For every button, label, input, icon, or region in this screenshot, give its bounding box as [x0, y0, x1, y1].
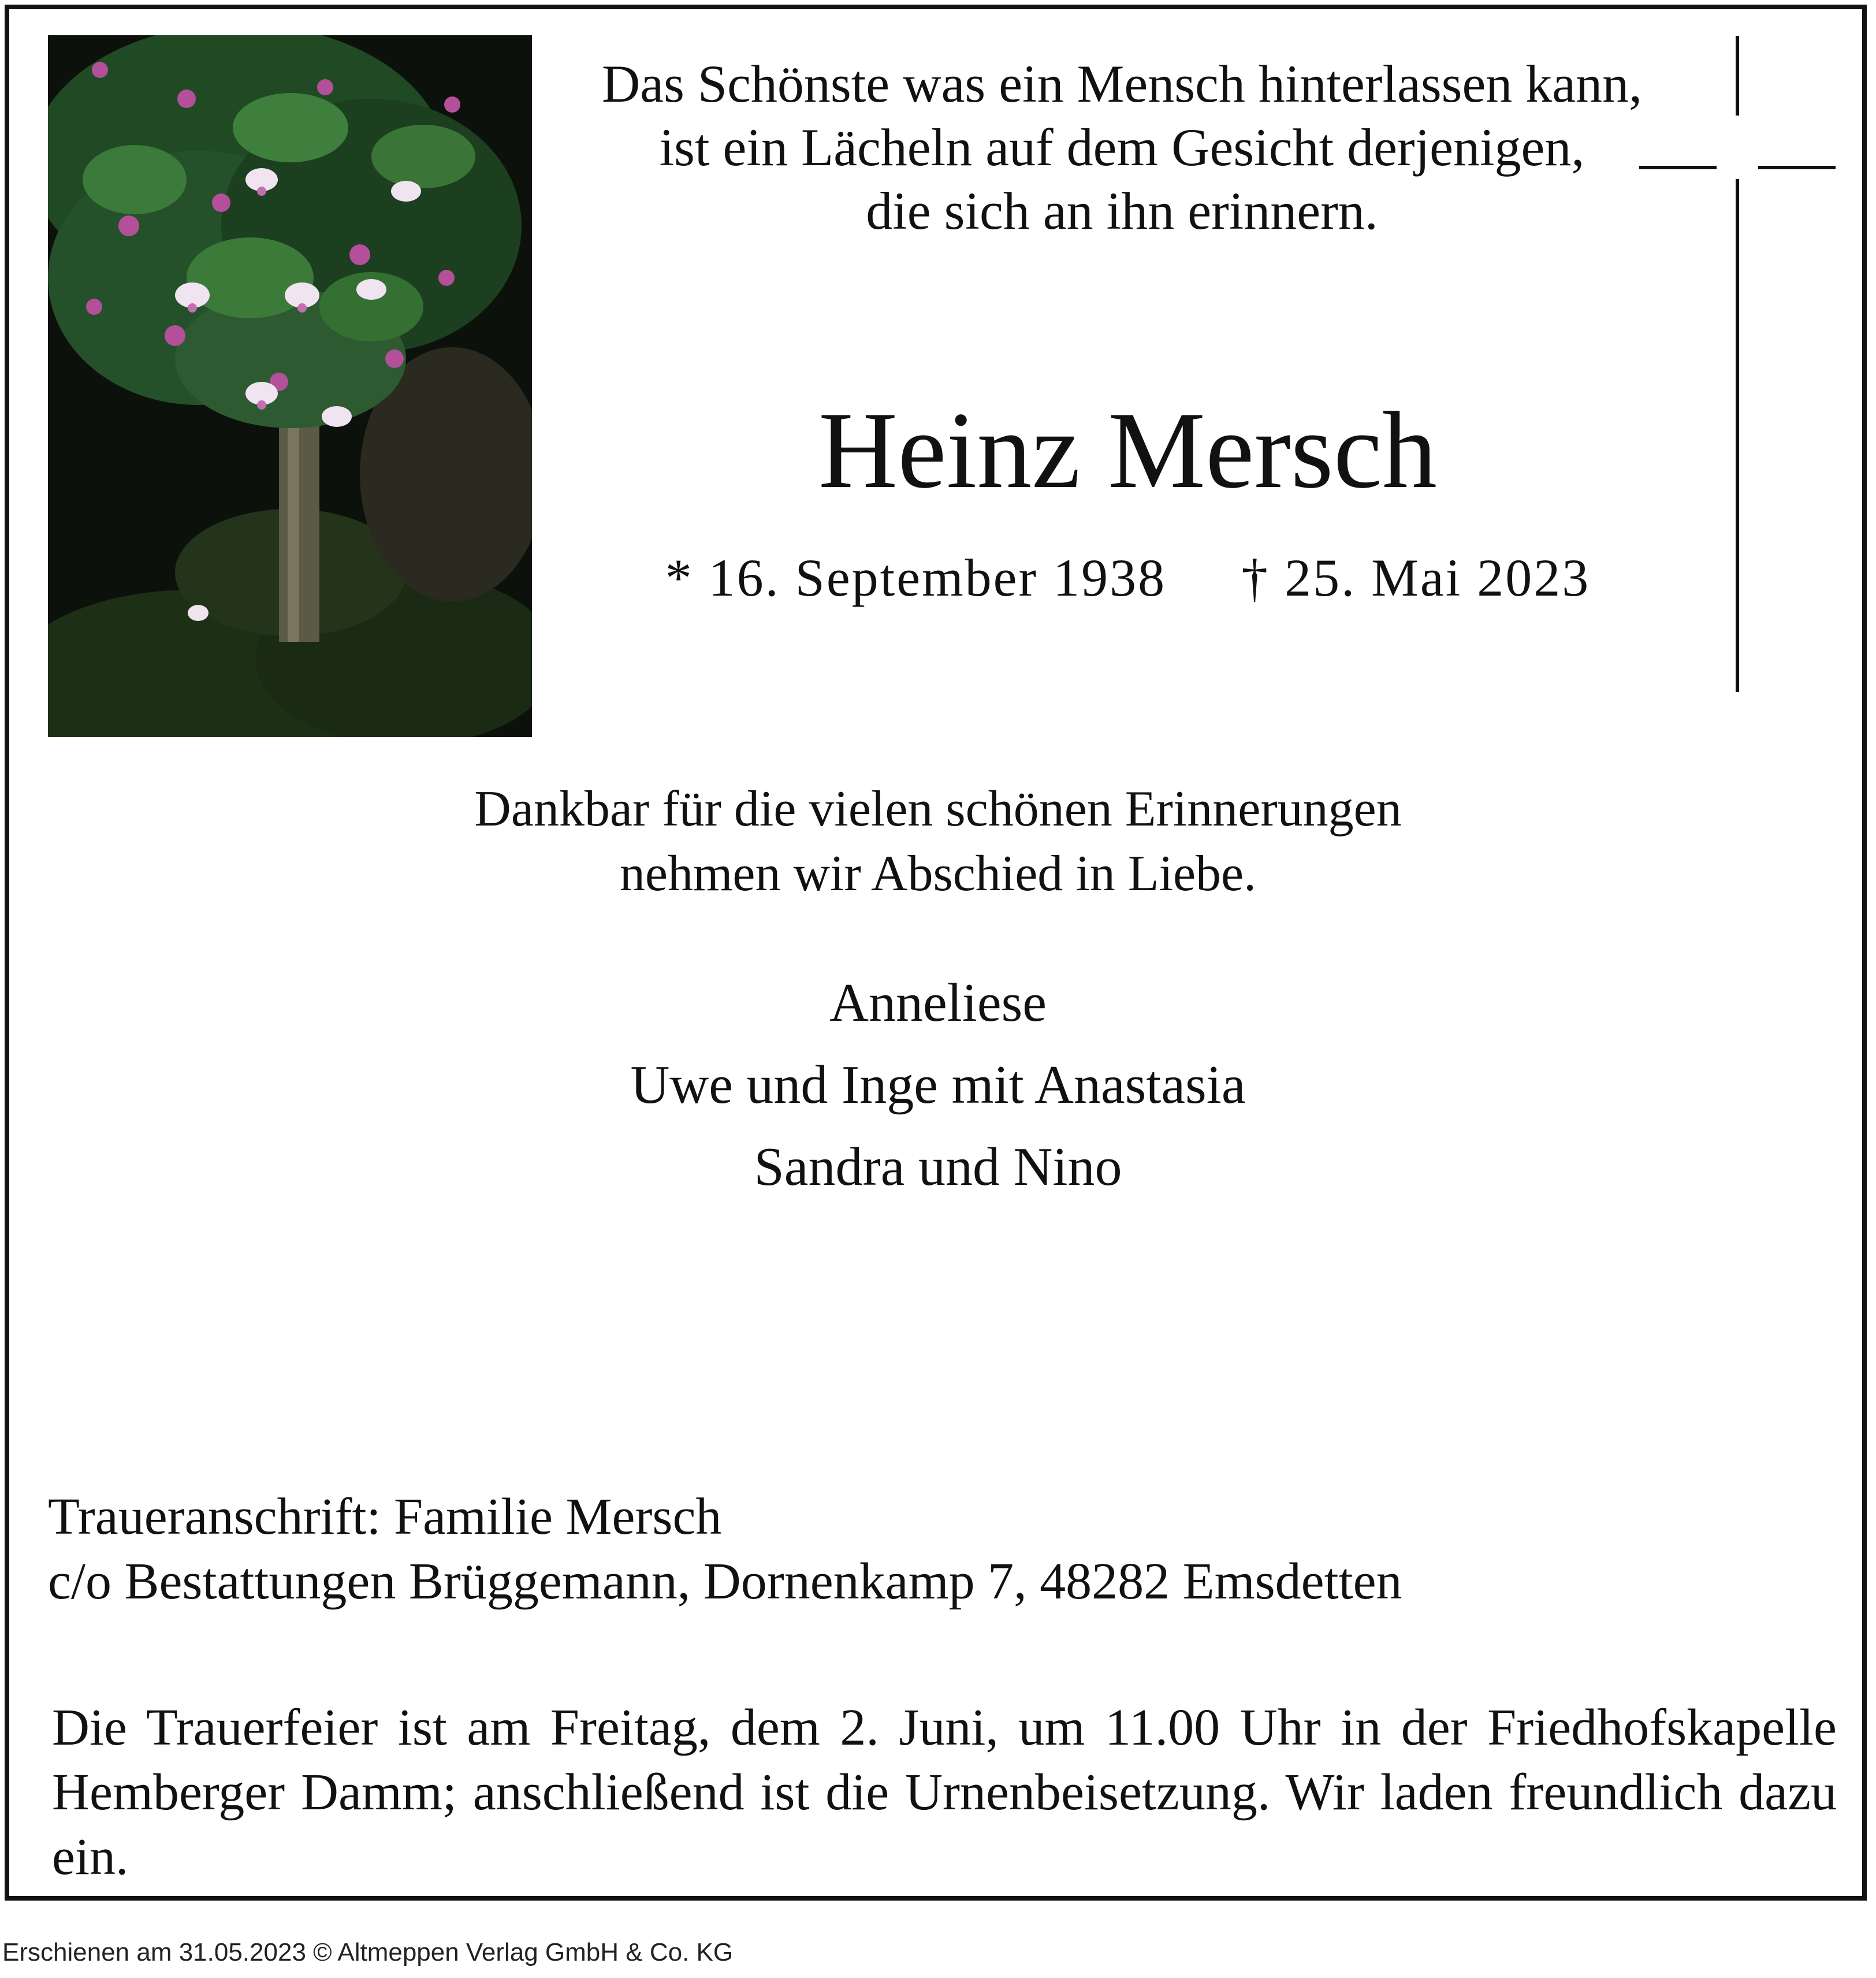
address-line-1: Traueranschrift: Familie Mersch	[48, 1488, 722, 1545]
quote-line-1: Das Schönste was ein Mensch hinterlassen kann,	[601, 54, 1643, 113]
mourner-name: Sandra und Nino	[754, 1137, 1122, 1197]
publication-footer: Erschienen am 31.05.2023 © Altmeppen Verlag GmbH & Co. KG	[2, 1938, 734, 1966]
mourning-address	[48, 1485, 1781, 1614]
mourner-name: Uwe und Inge mit Anastasia	[630, 1055, 1246, 1115]
thanks-line-2: nehmen wir Abschied in Liebe.	[619, 846, 1257, 902]
thanks-line-1: Dankbar für die vielen schönen Erinnerungen	[474, 781, 1402, 837]
quote-line-2: ist ein Lächeln auf dem Gesicht derjenigen,	[659, 118, 1585, 177]
birth-date: * 16. September 1938	[665, 548, 1167, 607]
deceased-name: Heinz Mersch	[818, 390, 1437, 511]
mourner-name: Anneliese	[829, 973, 1047, 1033]
death-date: † 25. Mai 2023	[1241, 548, 1591, 607]
cross-icon-right-arm	[1758, 166, 1836, 169]
cross-icon-gap	[1727, 116, 1748, 179]
fuchsia-flower-photo	[48, 35, 532, 737]
address-line-2: c/o Bestattungen Brüggemann, Dornenkamp 7, 48282 Emsdetten	[48, 1553, 1402, 1610]
thanks-text	[0, 777, 1876, 906]
life-dates	[549, 546, 1707, 609]
flower-photo-illustration	[48, 35, 532, 737]
quote-line-3: die sich an ihn erinnern.	[866, 181, 1378, 240]
ceremony-notice: Die Trauerfeier ist am Freitag, dem 2. Juni, um 11.00 Uhr in der Friedhofskapelle Hemberger Damm; anschließend ist die Urnenbeisetzung. Wir laden freundlich dazu ein.	[52, 1699, 1837, 1886]
memorial-quote	[549, 52, 1695, 243]
mourners-list	[0, 962, 1876, 1208]
cross-icon-left-arm	[1639, 166, 1717, 169]
